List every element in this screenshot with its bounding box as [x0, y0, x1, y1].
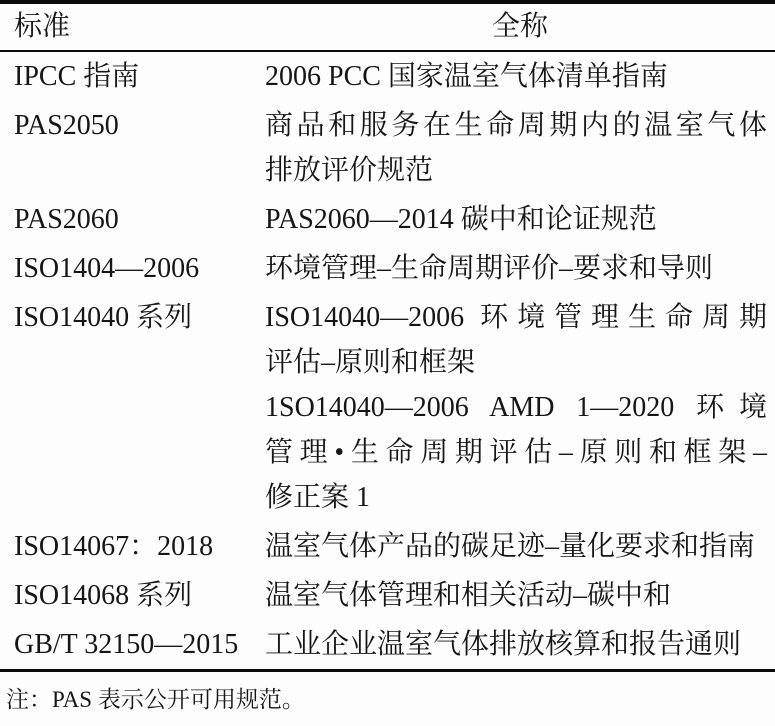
- fullname-line: 工业企业温室气体排放核算和报告通则: [265, 629, 742, 660]
- standard-cell: PAS2060: [14, 204, 119, 235]
- fullname-cell: [265, 101, 775, 195]
- fullname-line: ISO14040—2006 环境管理生命周期: [265, 302, 767, 333]
- standard-cell: IPCC 指南: [14, 61, 140, 92]
- fullname-line: 温室气体管理和相关活动–碳中和: [265, 580, 672, 611]
- fullname-line: 温室气体产品的碳足迹–量化要求和指南: [265, 531, 756, 562]
- header-row: [0, 2, 775, 51]
- fullname-cell: [265, 195, 775, 244]
- table-row: [0, 244, 775, 293]
- column-header-standard: 标准: [0, 2, 265, 51]
- fullname-line: 商品和服务在生命周期内的温室气体: [265, 110, 767, 141]
- table-footnote: 注：PAS 表示公开可用规范。: [6, 687, 305, 712]
- table-row: [0, 195, 775, 244]
- standard-cell: ISO14040 系列: [14, 302, 193, 333]
- table-row: [0, 293, 775, 522]
- fullname-line: 修正案 1: [265, 482, 371, 513]
- fullname-cell: [265, 244, 775, 293]
- fullname-line: 环境管理–生命周期评价–要求和导则: [265, 253, 714, 284]
- table-row: [0, 571, 775, 620]
- fullname-cell: [265, 620, 775, 671]
- fullname-cell: [265, 571, 775, 620]
- fullname-cell: [265, 293, 775, 522]
- standard-cell: ISO14067：2018: [14, 531, 214, 562]
- fullname-line: 评估–原则和框架: [265, 347, 476, 378]
- standard-cell: PAS2050: [14, 110, 119, 141]
- standard-cell: ISO14068 系列: [14, 580, 193, 611]
- fullname-line: 管理•生命周期评估–原则和框架–: [265, 437, 767, 468]
- column-header-fullname: 全称: [265, 2, 775, 51]
- standard-cell: GB/T 32150—2015: [14, 629, 239, 660]
- table-row: [0, 101, 775, 195]
- fullname-cell: [265, 522, 775, 571]
- standard-cell: ISO1404—2006: [14, 253, 200, 284]
- fullname-cell: [265, 51, 775, 101]
- table-row: [0, 522, 775, 571]
- fullname-line: PAS2060—2014 碳中和论证规范: [265, 204, 657, 235]
- fullname-line: 1SO14040—2006 AMD 1—2020 环境: [265, 392, 767, 423]
- fullname-line: 2006 PCC 国家温室气体清单指南: [265, 61, 668, 92]
- fullname-line: 排放评价规范: [265, 155, 434, 186]
- table-row: [0, 620, 775, 671]
- table-row: [0, 51, 775, 101]
